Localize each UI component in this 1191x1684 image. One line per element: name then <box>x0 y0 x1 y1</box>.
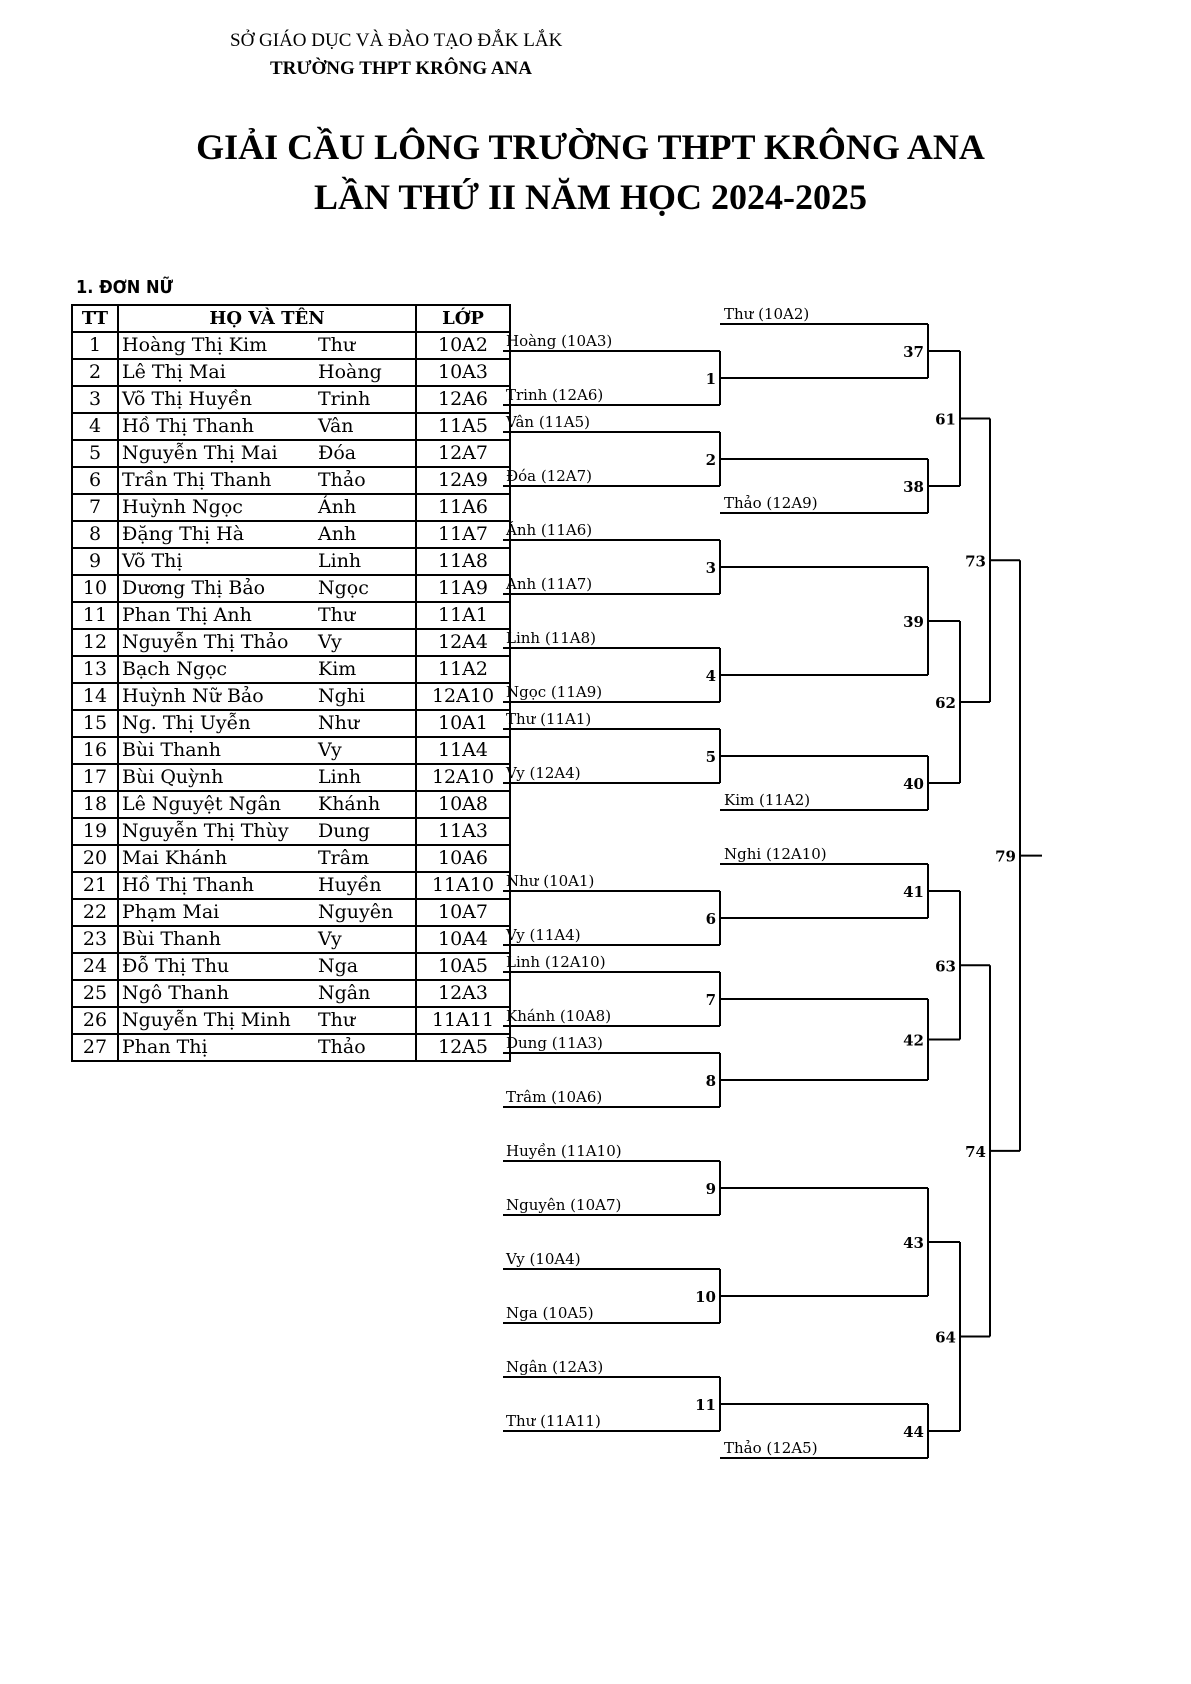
match-number: 41 <box>903 883 924 901</box>
player-label: Ngân (12A3) <box>506 1358 604 1376</box>
column-header-tt: TT <box>72 305 118 332</box>
surname: Huỳnh Ngọc <box>122 496 243 518</box>
player-label: Vy (10A4) <box>506 1250 581 1268</box>
surname: Trần Thị Thanh <box>122 469 272 491</box>
surname: Huỳnh Nữ Bảo <box>122 685 264 707</box>
match-number: 10 <box>695 1288 716 1306</box>
column-header-class: LỚP <box>416 305 510 332</box>
match-number: 6 <box>705 910 716 928</box>
row-number: 4 <box>72 413 118 440</box>
player-label: Vân (11A5) <box>506 413 590 431</box>
given-name: Thảo <box>318 1036 366 1058</box>
document-title-line-1: GIẢI CẦU LÔNG TRƯỜNG THPT KRÔNG ANA <box>196 127 985 167</box>
class-cell: 11A1 <box>416 602 510 629</box>
row-number: 18 <box>72 791 118 818</box>
given-name: Khánh <box>318 793 381 815</box>
player-label: Huyền (11A10) <box>506 1142 622 1160</box>
player-label: Thư (11A11) <box>506 1412 601 1430</box>
player-label: Vy (11A4) <box>506 926 581 944</box>
player-label: Vy (12A4) <box>506 764 581 782</box>
surname: Bùi Thanh <box>122 739 222 761</box>
row-number: 11 <box>72 602 118 629</box>
player-label: Khánh (10A8) <box>506 1007 612 1025</box>
player-label: Nga (10A5) <box>506 1304 594 1322</box>
given-name: Đóa <box>318 442 357 464</box>
player-label: Trinh (12A6) <box>506 386 604 404</box>
given-name: Dung <box>318 820 370 842</box>
match-number: 44 <box>903 1423 924 1441</box>
column-header-name: HỌ VÀ TÊN <box>118 305 416 332</box>
surname: Võ Thị <box>122 550 183 572</box>
given-name: Thư <box>318 604 356 626</box>
class-cell: 10A4 <box>416 926 510 953</box>
given-name: Thư <box>318 1009 356 1031</box>
class-cell: 11A4 <box>416 737 510 764</box>
player-label: Ánh (11A6) <box>506 521 593 539</box>
class-cell: 12A7 <box>416 440 510 467</box>
class-cell: 12A9 <box>416 467 510 494</box>
final-match-number: 79 <box>995 847 1016 866</box>
given-name: Thư <box>318 334 356 356</box>
row-number: 2 <box>72 359 118 386</box>
surname: Lê Thị Mai <box>122 361 226 383</box>
row-number: 7 <box>72 494 118 521</box>
given-name: Thảo <box>318 469 366 491</box>
surname: Ng. Thị Uyễn <box>122 712 251 734</box>
row-number: 13 <box>72 656 118 683</box>
given-name: Huyền <box>318 874 382 896</box>
match-number: 11 <box>695 1396 716 1414</box>
surname: Bạch Ngọc <box>122 658 228 680</box>
surname: Hồ Thị Thanh <box>122 415 254 437</box>
class-cell: 10A8 <box>416 791 510 818</box>
given-name: Trinh <box>318 388 371 410</box>
match-number: 64 <box>935 1328 956 1347</box>
given-name: Linh <box>318 550 362 572</box>
surname: Hoàng Thị Kim <box>122 334 268 356</box>
row-number: 14 <box>72 683 118 710</box>
row-number: 6 <box>72 467 118 494</box>
player-label: Trâm (10A6) <box>506 1088 603 1106</box>
class-cell: 10A7 <box>416 899 510 926</box>
row-number: 10 <box>72 575 118 602</box>
row-number: 25 <box>72 980 118 1007</box>
class-cell: 11A8 <box>416 548 510 575</box>
match-number: 2 <box>705 451 716 469</box>
class-cell: 10A1 <box>416 710 510 737</box>
row-number: 20 <box>72 845 118 872</box>
row-number: 8 <box>72 521 118 548</box>
match-number: 5 <box>705 748 716 766</box>
match-number: 8 <box>705 1072 716 1090</box>
class-cell: 11A6 <box>416 494 510 521</box>
match-number: 37 <box>903 343 924 361</box>
given-name: Linh <box>318 766 362 788</box>
surname: Dương Thị Bảo <box>122 577 266 599</box>
row-number: 5 <box>72 440 118 467</box>
section-title: 1. ĐƠN NỮ <box>76 277 174 298</box>
surname: Bùi Thanh <box>122 928 222 950</box>
player-label: Nguyên (10A7) <box>506 1196 622 1214</box>
class-cell: 12A6 <box>416 386 510 413</box>
player-label: Hoàng (10A3) <box>506 332 613 350</box>
given-name: Vân <box>318 415 354 437</box>
surname: Nguyễn Thị Minh <box>122 1009 291 1031</box>
class-cell: 11A5 <box>416 413 510 440</box>
class-cell: 12A10 <box>416 764 510 791</box>
row-number: 3 <box>72 386 118 413</box>
row-number: 12 <box>72 629 118 656</box>
player-label: Thư (10A2) <box>724 305 810 323</box>
class-cell: 10A2 <box>416 332 510 359</box>
given-name: Hoàng <box>318 361 382 383</box>
match-number: 39 <box>903 613 924 631</box>
row-number: 24 <box>72 953 118 980</box>
player-label: Nghi (12A10) <box>724 845 827 863</box>
player-label: Như (10A1) <box>506 872 595 890</box>
surname: Đỗ Thị Thu <box>122 955 230 977</box>
row-number: 27 <box>72 1034 118 1061</box>
row-number: 16 <box>72 737 118 764</box>
given-name: Ngọc <box>318 577 369 599</box>
player-label: Kim (11A2) <box>724 791 811 809</box>
department-name: SỞ GIÁO DỤC VÀ ĐÀO TẠO ĐẮK LẮK <box>230 30 563 51</box>
player-label: Thư (11A1) <box>506 710 592 728</box>
class-cell: 11A11 <box>416 1007 510 1034</box>
class-cell: 11A7 <box>416 521 510 548</box>
match-number: 61 <box>935 410 956 429</box>
match-number: 73 <box>965 552 986 571</box>
class-cell: 12A5 <box>416 1034 510 1061</box>
class-cell: 10A3 <box>416 359 510 386</box>
surname: Nguyễn Thị Mai <box>122 442 278 464</box>
match-number: 9 <box>705 1180 716 1198</box>
match-number: 1 <box>705 370 716 388</box>
surname: Mai Khánh <box>122 847 228 869</box>
given-name: Vy <box>318 928 342 950</box>
surname: Đặng Thị Hà <box>122 523 245 545</box>
row-number: 23 <box>72 926 118 953</box>
class-cell: 12A3 <box>416 980 510 1007</box>
player-label: Anh (11A7) <box>506 575 593 593</box>
match-number: 4 <box>705 667 716 685</box>
row-number: 21 <box>72 872 118 899</box>
given-name: Như <box>318 712 360 734</box>
class-cell: 12A4 <box>416 629 510 656</box>
surname: Nguyễn Thị Thùy <box>122 820 289 842</box>
row-number: 17 <box>72 764 118 791</box>
match-number: 62 <box>935 694 956 712</box>
given-name: Nga <box>318 955 359 977</box>
surname: Phạm Mai <box>122 901 220 923</box>
school-name: TRƯỜNG THPT KRÔNG ANA <box>270 58 532 79</box>
player-label: Dung (11A3) <box>506 1034 603 1052</box>
class-cell: 12A10 <box>416 683 510 710</box>
given-name: Nguyên <box>318 901 394 923</box>
match-number: 42 <box>903 1031 924 1050</box>
row-number: 15 <box>72 710 118 737</box>
player-label: Đóa (12A7) <box>506 467 593 485</box>
player-label: Thảo (12A9) <box>724 494 818 512</box>
given-name: Vy <box>318 739 342 761</box>
class-cell: 11A2 <box>416 656 510 683</box>
player-label: Linh (11A8) <box>506 629 597 647</box>
given-name: Ngân <box>318 982 371 1004</box>
class-cell: 11A3 <box>416 818 510 845</box>
surname: Phan Thị Anh <box>122 604 252 626</box>
match-number: 3 <box>705 559 716 577</box>
class-cell: 10A6 <box>416 845 510 872</box>
surname: Võ Thị Huyền <box>122 388 252 410</box>
match-number: 63 <box>935 957 956 976</box>
match-number: 7 <box>705 991 716 1009</box>
surname: Ngô Thanh <box>122 982 229 1004</box>
match-number: 38 <box>903 478 924 496</box>
given-name: Anh <box>318 523 357 545</box>
surname: Bùi Quỳnh <box>122 766 224 788</box>
class-cell: 11A9 <box>416 575 510 602</box>
given-name: Kim <box>318 658 357 680</box>
player-label: Ngọc (11A9) <box>506 683 603 701</box>
surname: Lê Nguyệt Ngân <box>122 793 281 815</box>
class-cell: 11A10 <box>416 872 510 899</box>
given-name: Vy <box>318 631 342 653</box>
row-number: 26 <box>72 1007 118 1034</box>
document-title-line-2: LẦN THỨ II NĂM HỌC 2024-2025 <box>313 177 867 217</box>
surname: Hồ Thị Thanh <box>122 874 254 896</box>
row-number: 9 <box>72 548 118 575</box>
player-label: Thảo (12A5) <box>724 1439 818 1457</box>
class-cell: 10A5 <box>416 953 510 980</box>
match-number: 43 <box>903 1234 924 1252</box>
given-name: Nghi <box>318 685 366 707</box>
given-name: Ánh <box>318 496 357 518</box>
surname: Phan Thị <box>122 1036 208 1058</box>
surname: Nguyễn Thị Thảo <box>122 631 289 653</box>
player-label: Linh (12A10) <box>506 953 606 971</box>
row-number: 19 <box>72 818 118 845</box>
match-number: 40 <box>903 775 924 793</box>
match-number: 74 <box>965 1142 986 1161</box>
row-number: 22 <box>72 899 118 926</box>
row-number: 1 <box>72 332 118 359</box>
given-name: Trâm <box>318 847 370 869</box>
